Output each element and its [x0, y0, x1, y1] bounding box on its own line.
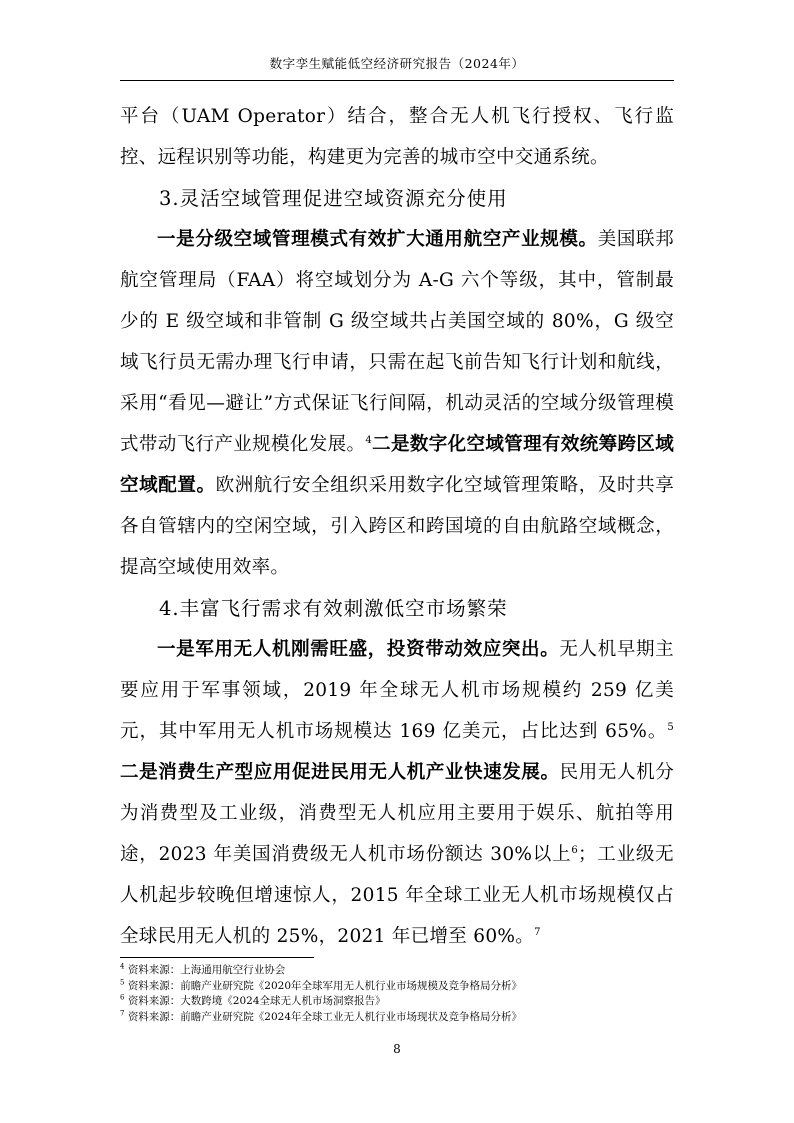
footnote: $^7$ 资料来源：前瞻产业研究院《2024年全球工业无人机行业市场现状及竞争格局分析》 [120, 1009, 523, 1023]
section-heading-4: 4.丰富飞行需求有效刺激低空市场繁荣 [159, 597, 508, 620]
footnote-ref-7[interactable]: 7 [534, 926, 541, 938]
footnote: $^6$ 资料来源：大数跨境《2024全球无人机市场洞察报告》 [120, 993, 386, 1007]
key-point-1: 一是军用无人机刚需旺盛，投资带动效应突出。 [157, 639, 560, 660]
running-header: 数字孪生赋能低空经济研究报告（2024年） [120, 54, 674, 81]
footnote-ref-5[interactable]: 5 [667, 721, 674, 733]
paragraph-market [120, 629, 674, 957]
section-heading-3: 3.灵活空域管理促进空域资源充分使用 [159, 187, 508, 210]
footnote-separator [120, 957, 314, 958]
paragraph-text: 民用无人机分为消费型及工业级，消费型无人机应用主要用于娱乐、航拍等用途，2023 年美国消费级无人机市场份额达 30%以上 [120, 762, 674, 865]
paragraph-airspace [120, 219, 674, 588]
footnote-ref-6[interactable]: 6 [571, 844, 579, 856]
footnote: $^4$ 资料来源：上海通用航空行业协会 [120, 962, 286, 976]
key-point-1: 一是分级空域管理模式有效扩大通用航空产业规模。 [157, 229, 598, 250]
footnote-ref-4[interactable]: 4 [365, 434, 373, 446]
paragraph-text: 无人机早期主要应用于军事领域，2019 年全球无人机市场规模约 259 亿美元，其中军用无人机市场规模达 169 亿美元，占比达到 65%。 [120, 639, 674, 742]
key-point-2: 二是消费生产型应用促进民用无人机产业快速发展。 [120, 762, 560, 783]
paragraph-text: ；工业级无人机起步较晚但增速惊人，2015 年全球工业无人机市场规模仅占全球民用无人机的 25%，2021 年已增至 60%。 [120, 844, 674, 947]
paragraph-text: 欧洲航行安全组织采用数字化空域管理策略，及时共享各自管辖内的空闲空域，引入跨区和跨国境的自由航路空域概念，提高空域使用效率。 [120, 475, 674, 578]
footnote: $^5$ 资料来源：前瞻产业研究院《2020年全球军用无人机行业市场规模及竞争格局分析》 [120, 978, 523, 992]
body-text [120, 96, 674, 957]
page-number: 8 [393, 1042, 401, 1056]
key-point-2: 二是数字化空域管理有效统筹跨区域空域配置。 [120, 434, 674, 496]
paragraph-continued: 平台（UAM Operator）结合，整合无人机飞行授权、飞行监控、远程识别等功能，构建更为完善的城市空中交通系统。 [120, 106, 674, 168]
footnotes [120, 963, 680, 1025]
paragraph-text: 美国联邦航空管理局（FAA）将空域划分为 A-G 六个等级，其中，管制最少的 E 级空域和非管制 G 级空域共占美国空域的 80%，G 级空域飞行员无需办理飞行申请，只需在起飞前告知飞行计划和航线，采用“看见—避让”方式保证飞行间隔，机动灵活的空域分级管理模式带动飞行产业规模化发展。 [120, 229, 675, 455]
